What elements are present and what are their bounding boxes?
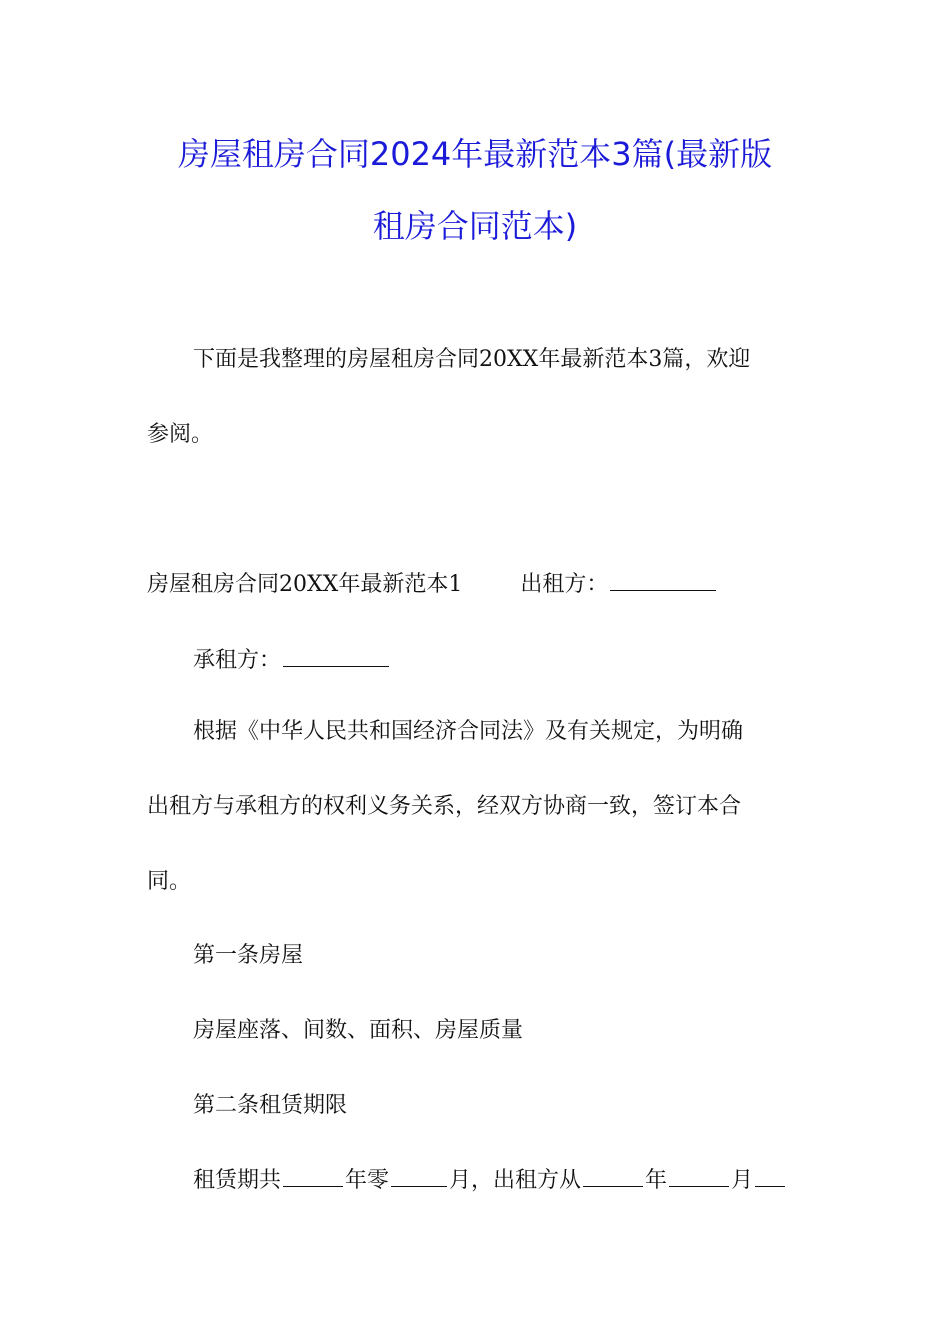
article-2-title: 第二条租赁期限 — [193, 1093, 348, 1118]
document-title-line-1: 房屋租房合同2024年最新范本3篇(最新版 — [177, 135, 773, 173]
term-months-blank — [391, 1164, 447, 1187]
term-text-3: 月，出租方从 — [449, 1168, 582, 1193]
lessee-name-blank — [283, 644, 389, 667]
intro-paragraph-line-2: 参阅。 — [147, 422, 214, 447]
lessee-label: 承租方： — [193, 648, 282, 673]
document-title-line-2: 租房合同范本) — [372, 207, 578, 245]
basis-paragraph-line-2: 出租方与承租方的权利义务关系，经双方协商一致，签订本合 — [147, 794, 742, 819]
lease-term-line — [193, 1164, 787, 1196]
contract-heading-row — [147, 568, 718, 600]
term-text-4: 年 — [645, 1168, 668, 1193]
start-day-blank — [755, 1164, 785, 1187]
basis-paragraph-line-1: 根据《中华人民共和国经济合同法》及有关规定，为明确 — [193, 719, 744, 744]
term-text-2: 年零 — [345, 1168, 390, 1193]
lessor-name-blank — [610, 568, 716, 591]
start-year-blank — [583, 1164, 643, 1187]
basis-paragraph-line-3: 同。 — [147, 869, 192, 894]
start-month-blank — [669, 1164, 729, 1187]
contract-1-heading: 房屋租房合同20XX年最新范本1 — [147, 572, 463, 597]
term-text-1: 租赁期共 — [193, 1168, 282, 1193]
article-1-body: 房屋座落、间数、面积、房屋质量 — [193, 1018, 524, 1043]
term-years-blank — [283, 1164, 343, 1187]
term-text-5: 月 — [731, 1168, 754, 1193]
lessee-row — [193, 644, 391, 676]
intro-paragraph-line-1: 下面是我整理的房屋租房合同20XX年最新范本3篇，欢迎 — [193, 347, 751, 372]
lessor-label: 出租方： — [520, 572, 609, 597]
article-1-title: 第一条房屋 — [193, 943, 304, 968]
